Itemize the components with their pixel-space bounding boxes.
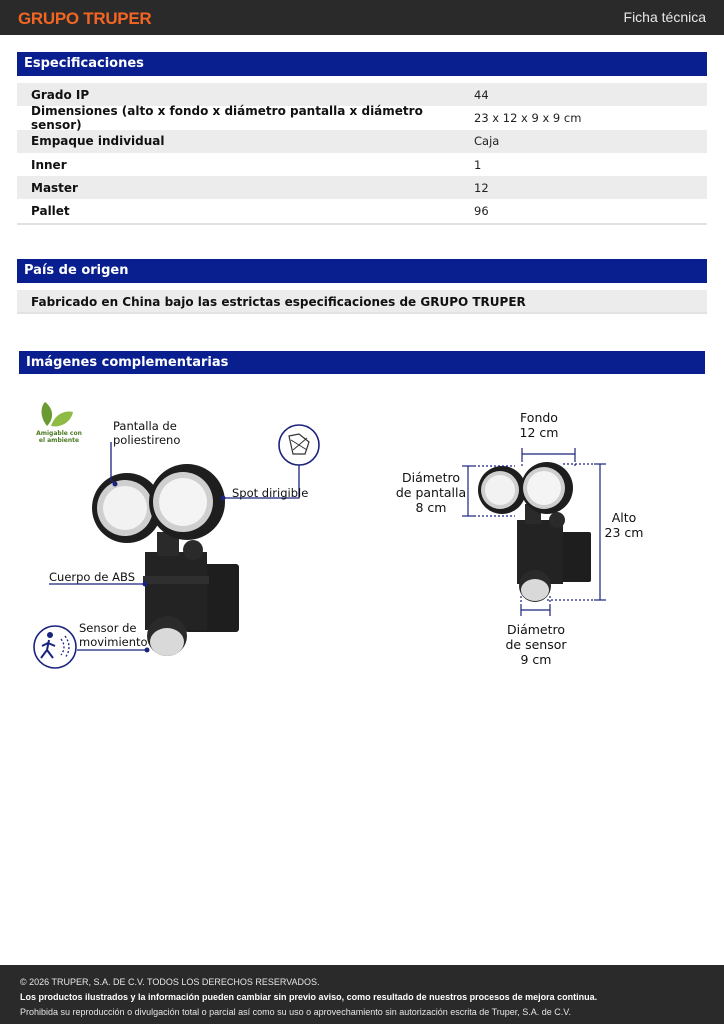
spec-label: Inner <box>31 157 67 172</box>
eco-badge-label: Amigable con el ambiente <box>36 430 82 444</box>
specs-section-header: Especificaciones <box>17 52 707 76</box>
complementary-images <box>17 384 707 684</box>
spot-direction-icon <box>279 425 319 465</box>
eco-leaf-icon <box>42 402 74 426</box>
lamp-illustration-right <box>478 462 591 602</box>
spec-value: 44 <box>474 87 489 102</box>
spec-label: Empaque individual <box>31 134 165 149</box>
document-type: Ficha técnica <box>623 9 706 25</box>
spec-value: Caja <box>474 134 500 149</box>
table-row <box>17 103 707 132</box>
table-row <box>17 153 707 176</box>
spec-label: Grado IP <box>31 87 90 102</box>
spec-value: 96 <box>474 204 489 219</box>
table-row <box>17 176 707 199</box>
dimension-sensor-diameter: Diámetro de sensor 9 cm <box>505 622 567 667</box>
spec-value: 1 <box>474 157 482 172</box>
spec-label: Dimensiones (alto x fondo x diámetro pantalla x diámetro sensor) <box>31 103 423 132</box>
footer-copyright: © 2026 TRUPER, S.A. DE C.V. TODOS LOS DERECHOS RESERVADOS. <box>20 977 320 987</box>
top-bar <box>0 0 724 35</box>
spec-value: 12 <box>474 180 489 195</box>
origin-section-header: País de origen <box>17 259 707 283</box>
table-row <box>17 130 707 153</box>
spec-label: Master <box>31 180 78 195</box>
dimension-screen-diameter: Diámetro de pantalla 8 cm <box>395 470 467 515</box>
table-row <box>17 83 707 106</box>
footer-notice: Los productos ilustrados y la información pueden cambiar sin previo aviso, como resultado de nuestros procesos de mejora continua. <box>20 992 598 1002</box>
images-section-header: Imágenes complementarias <box>19 351 705 374</box>
motion-sensor-icon <box>34 626 76 668</box>
dimension-height: Alto 23 cm <box>604 510 644 540</box>
callout-screen: Pantalla de poliestireno <box>113 419 181 447</box>
footer <box>0 965 724 1024</box>
spec-label: Pallet <box>31 204 70 219</box>
callout-sensor: Sensor de movimiento <box>79 621 148 649</box>
callout-body: Cuerpo de ABS <box>49 570 135 584</box>
callout-spot: Spot dirigible <box>232 486 309 500</box>
table-row <box>17 199 707 222</box>
brand-logo: GRUPO TRUPER <box>18 9 152 28</box>
dimension-depth: Fondo 12 cm <box>519 410 559 440</box>
footer-prohibition: Prohibida su reproducción o divulgación total o parcial así como su uso o aprovechamiento sin autorización escrita de Truper, S.A. de C.V. <box>20 1007 571 1017</box>
spec-value: 23 x 12 x 9 x 9 cm <box>474 110 582 125</box>
origin-text: Fabricado en China bajo las estrictas especificaciones de GRUPO TRUPER <box>17 290 707 314</box>
specs-table <box>17 83 707 225</box>
